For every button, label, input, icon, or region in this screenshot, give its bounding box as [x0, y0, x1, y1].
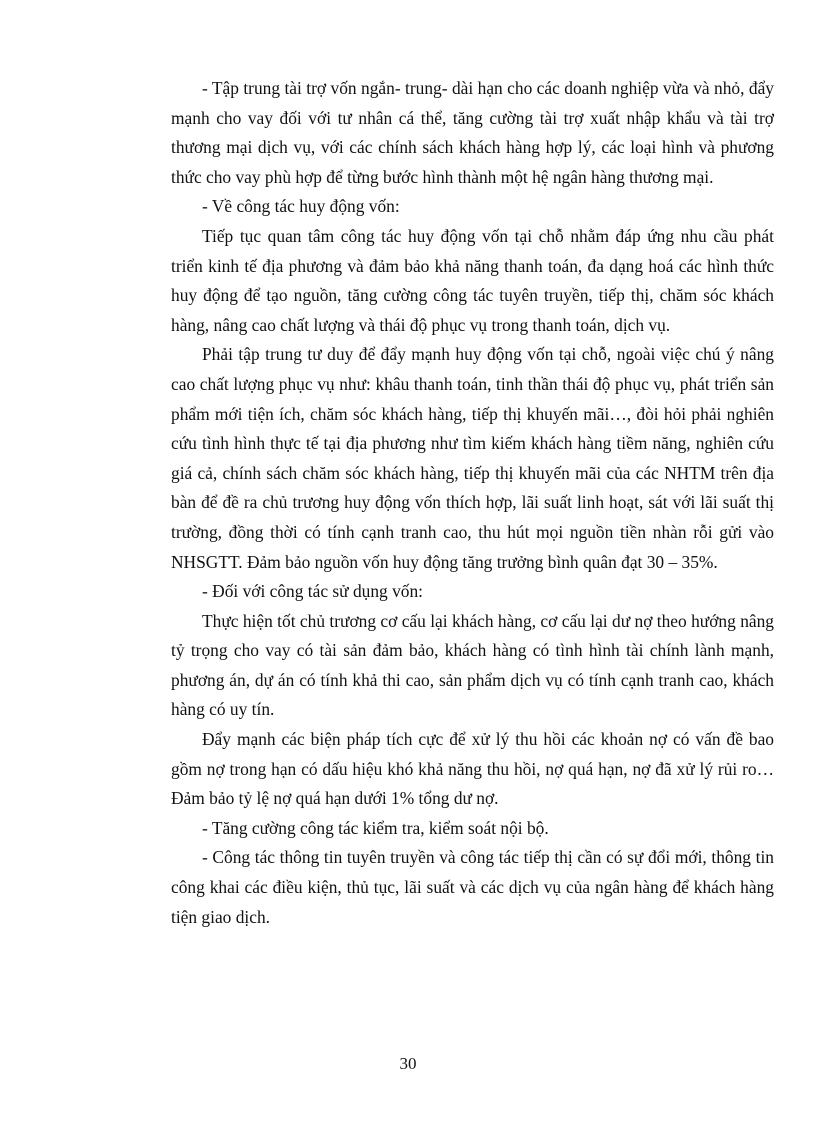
paragraph-debt-recovery: Đẩy mạnh các biện pháp tích cực để xử lý thu hồi các khoản nợ có vấn đề bao gồm nợ trong hạn có dấu hiệu khó khả năng thu hồi, nợ quá hạn, nợ đã xử lý rủi ro…Đảm bảo tỷ lệ nợ quá hạn dưới 1% tổng dư nợ.	[171, 729, 774, 809]
paragraph-mobilization-strategy: Phải tập trung tư duy để đẩy mạnh huy động vốn tại chỗ, ngoài việc chú ý nâng cao chất lượng phục vụ như: khâu thanh toán, tinh thần thái độ phục vụ, phát triển sản phẩm mới tiện ích, chăm sóc khách hàng, tiếp thị khuyến mãi…, đòi hỏi phải nghiên cứu tình hình thực tế tại địa phương như tìm kiếm khách hàng tiềm năng, nghiên cứu giá cả, chính sách chăm sóc khách hàng, tiếp thị khuyến mãi của các NHTM trên địa bàn để đề ra chủ trương huy động vốn thích hợp, lãi suất linh hoạt, sát với lãi suất thị trường, đồng thời có tính cạnh tranh cao, thu hút mọi nguồn tiền nhàn rỗi gửi vào NHSGTT. Đảm bảo nguồn vốn huy động tăng trưởng bình quân đạt 30 – 35%.	[171, 344, 774, 572]
body-text	[171, 74, 774, 932]
heading-capital-mobilization: - Về công tác huy động vốn:	[202, 196, 400, 217]
heading-capital-usage: - Đối với công tác sử dụng vốn:	[202, 581, 424, 602]
paragraph-sme-financing: - Tập trung tài trợ vốn ngắn- trung- dài hạn cho các doanh nghiệp vừa và nhỏ, đẩy mạnh cho vay đối với tư nhân cá thể, tăng cường tài trợ xuất nhập khẩu và tài trợ thương mại dịch vụ, với các chính sách khách hàng hợp lý, các loại hình và phương thức cho vay phù hợp để từng bước hình thành một hệ ngân hàng thương mại.	[171, 78, 774, 187]
paragraph-internal-control: - Tăng cường công tác kiểm tra, kiểm soát nội bộ.	[202, 817, 549, 838]
page-number: 30	[399, 1054, 417, 1073]
paragraph-local-mobilization: Tiếp tục quan tâm công tác huy động vốn tại chỗ nhằm đáp ứng nhu cầu phát triển kinh tế địa phương và đảm bảo khả năng thanh toán, đa dạng hoá các hình thức huy động để tạo nguồn, tăng cường công tác tuyên truyền, tiếp thị, chăm sóc khách hàng, nâng cao chất lượng và thái độ phục vụ trong thanh toán, dịch vụ.	[171, 225, 774, 335]
paragraph-customer-restructuring: Thực hiện tốt chủ trương cơ cấu lại khách hàng, cơ cấu lại dư nợ theo hướng nâng tỷ trọng cho vay có tài sản đảm bảo, khách hàng có tình hình tài chính lành mạnh, phương án, dự án có tính khả thi cao, sản phẩm dịch vụ có tính cạnh tranh cao, khách hàng có uy tín.	[171, 610, 774, 720]
paragraph-communication-marketing: - Công tác thông tin tuyên truyền và công tác tiếp thị cần có sự đổi mới, thông tin công khai các điều kiện, thủ tục, lãi suất và các dịch vụ của ngân hàng để khách hàng tiện giao dịch.	[171, 847, 774, 927]
